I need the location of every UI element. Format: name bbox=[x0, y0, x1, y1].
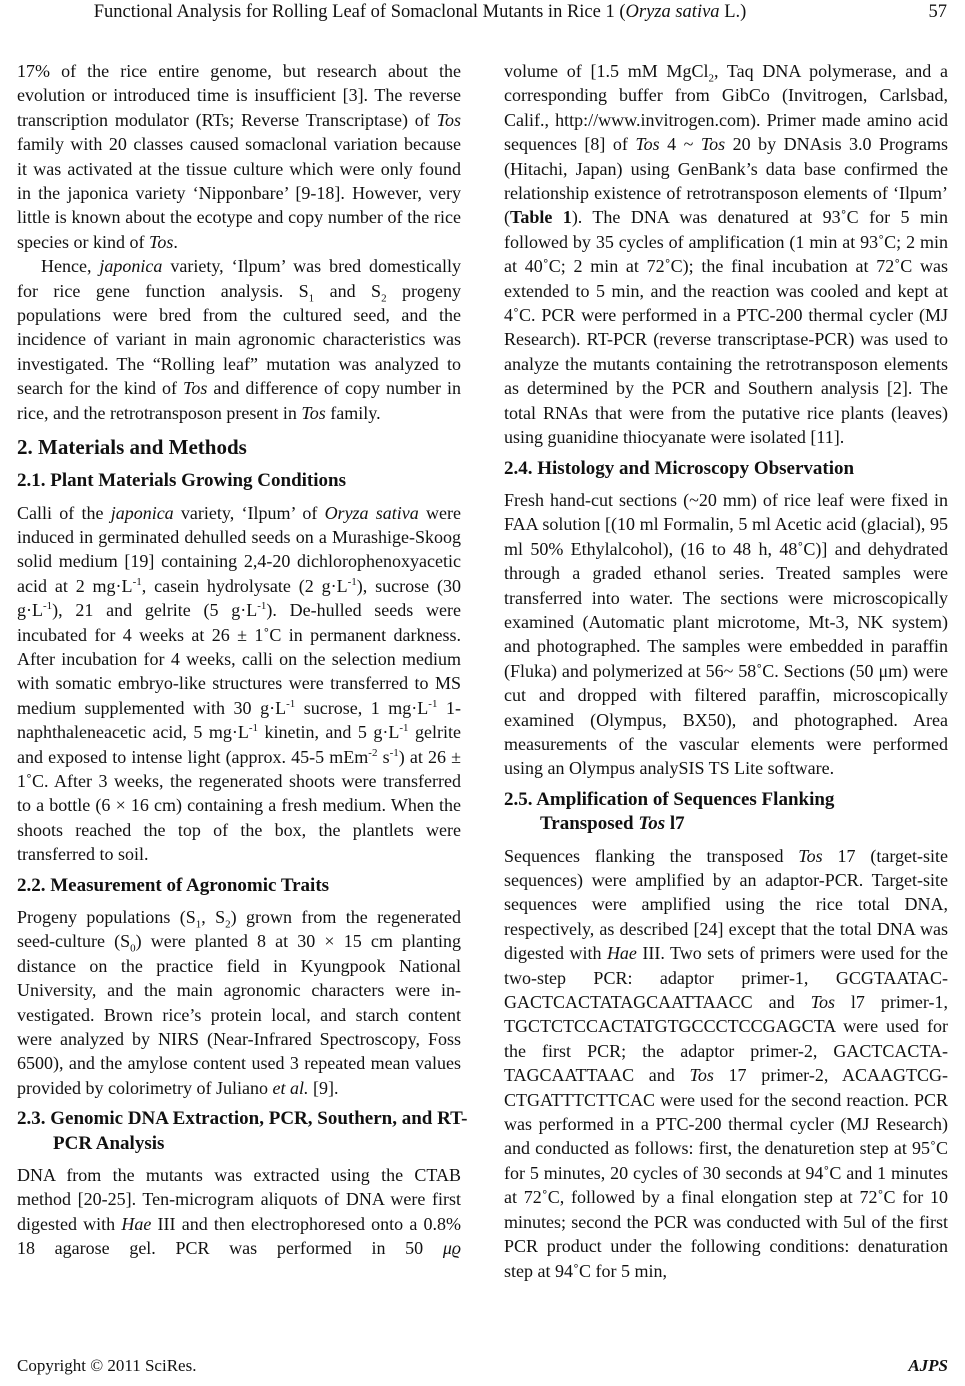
subsection-heading-2-2: 2.2. Measurement of Agronomic Traits bbox=[17, 874, 330, 896]
italic-text: Tos bbox=[689, 1065, 714, 1086]
italic-text: Tos bbox=[700, 134, 726, 155]
paragraph-2-1 bbox=[17, 501, 461, 867]
subsection-heading-2-4: 2.4. Histology and Microscopy Observation bbox=[504, 457, 855, 479]
running-header bbox=[0, 2, 965, 26]
text-run: sucrose, 1 mg·L bbox=[295, 697, 429, 718]
page-number: 57 bbox=[928, 2, 947, 22]
paragraph-2-2 bbox=[17, 905, 461, 1100]
paragraph-intro-continued bbox=[17, 59, 461, 254]
superscript: -1 bbox=[43, 600, 53, 613]
subsection-heading-2-3: 2.3. Genomic DNA Extraction, PCR, Southern, and RT-PCR Analysis bbox=[17, 1108, 468, 1154]
text-run: . bbox=[173, 231, 178, 252]
subscript: 2 bbox=[225, 918, 231, 931]
bold-text: Table 1 bbox=[510, 207, 572, 228]
superscript: -1 bbox=[347, 575, 357, 588]
text-run: 17 primer-2, ACAAGTCG-CTGATTTCTTCAC were used for the second reaction. PCR was performed in a PTC-200 thermal cycler (MJ Research) and conducted as follows: first, the denaturetion step at 95˚C for 5 minutes, 20 cycles of 30 seconds at 94˚C and 1 minutes at 72˚C, followed by a final elongation step at 72˚C for 10 minutes; second the PCR was conducted with 5ul of the first PCR product under the following conditions: denaturation step at 94˚C for 5 min, bbox=[504, 1065, 948, 1281]
superscript: -1 bbox=[257, 600, 267, 613]
text-run: L.) bbox=[719, 2, 747, 22]
text-run: Functional Analysis for Rolling Leaf of Somaclonal Mutants in Rice 1 ( bbox=[93, 2, 626, 22]
paragraph-intro-hence bbox=[17, 254, 461, 425]
superscript: -1 bbox=[399, 722, 409, 735]
text-run: l7 primer-1, TGCTCTCCACTATGTGCCCTCCGAGCTA were used for the first PCR; the adaptor primer-2, GACTCACTA-TAGCAATTAAC and bbox=[504, 992, 948, 1086]
text-run: family with 20 classes caused somaclonal variation because it was activated at the tissue culture which were only found in the japonica variety ‘Nipponbare’ [9-18]. However, very little is known about the ecotype and copy number of the rice species or kind of bbox=[17, 134, 461, 252]
superscript: -1 bbox=[389, 746, 399, 759]
text-run: ), sucrose (30 g·L bbox=[17, 575, 461, 621]
superscript: -1 bbox=[286, 697, 296, 710]
italic-text: Tos bbox=[148, 231, 174, 252]
italic-text: japonica bbox=[99, 256, 163, 277]
text-run: , S bbox=[201, 907, 226, 927]
text-run: Fresh hand-cut sections (~20 mm) of rice leaf were fixed in FAA solution [(10 ml Formalin, 5 ml Acetic acid (glacial), 95 ml 50% Ethylalcohol), (16 to 48 h, 48˚C)] and dehydrated through a graded ethanol series. Treated samples were transferred into water. The sections were microscopically examined (Automatic plant microtome, Mt-3, NK system) and photographed. The samples were embedded in paraffin (Fluka) and polymerized at 56~ 58˚C. Sections (50 μm) were cut and dropped with filtered paraffin, microscopically examined (Olympus, BX50), and photographed. Area measurements of the vascular elements were performed using an Olympus analySIS TS Lite software. bbox=[504, 489, 948, 779]
paragraph-2-5 bbox=[504, 844, 948, 1283]
text-run: variety, ‘Ilpum’ was bred domestically for rice gene function analysis. S bbox=[17, 256, 461, 301]
subscript: 1 bbox=[308, 292, 315, 305]
paragraph-2-3 bbox=[17, 1163, 461, 1261]
text-run: kinetin, and 5 g·L bbox=[257, 722, 400, 743]
paragraph-2-3-continued bbox=[504, 59, 948, 450]
superscript: -1 bbox=[248, 722, 258, 735]
text-run: were induced in germinated dehulled seeds on a Murashige-Skoog solid medium [19] containing 2,4-20 dichlorophenoxyacetic acid at 2 mg·L bbox=[17, 502, 461, 596]
text-run: 20 by DNAsis 3.0 Programs (Hitachi, Japan) using GenBank’s data base confirmed the relationship existence of retrotransposon elements of ‘Ilpum’ ( bbox=[504, 134, 948, 228]
text-run: , casein hydrolysate (2 g·L bbox=[141, 575, 348, 596]
text-run: III. Two sets of primers were used for the two-step PCR: adaptor primer-1, GCGTAATAC-GACTCACTATAGCAATTAACC and bbox=[504, 943, 948, 1013]
text-run: Progeny populations (S bbox=[17, 907, 196, 927]
subscript: 2 bbox=[381, 292, 387, 305]
text-run: 2.5. Amplification of Sequences Flanking Transposed bbox=[504, 788, 835, 835]
italic-text: Tos bbox=[436, 109, 461, 130]
italic-text: Hae bbox=[606, 943, 637, 964]
text-run: 17% of the rice entire genome, but research about the evolution or introduced time is insufficient [3]. The reverse transcription modulator (RTs; Reverse Transcriptase) of bbox=[17, 61, 461, 130]
text-run: and S bbox=[314, 280, 382, 301]
text-run: s bbox=[377, 746, 390, 767]
italic-text: Tos bbox=[301, 402, 326, 423]
text-run: Calli of the bbox=[17, 502, 111, 523]
text-run: ). The DNA was denatured at 93˚C for 5 min followed by 35 cycles of amplification (1 min at 93˚C; 2 min at 40˚C; 2 min at 72˚C); the final incubation at 72˚C was extended to 5 min, and the reaction was cooled and kept at 4˚C. PCR were performed in a PTC-200 thermal cycler (MJ Research). RT-PCR (reverse transcriptase-PCR) was used to analyze the mutants containing the retrotransposon elements as determined by the PCR and Southern analysis [2]. The total RNAs that were from the putative rice plants (leaves) using guanidine thiocyanate were isolated [11]. bbox=[504, 207, 948, 448]
italic-text: et al. bbox=[272, 1077, 309, 1098]
italic-text: Oryza sativa bbox=[625, 2, 720, 22]
text-run: , Taq DNA polymerase, and a corresponding buffer from GibCo (Invitrogen, Carlsbad, Calif., http://www.invitrogen.com). Primer made amino acid sequences [8] of bbox=[504, 61, 948, 155]
italic-text: μϱ bbox=[442, 1238, 461, 1259]
superscript: -1 bbox=[428, 697, 438, 710]
text-run: ) were planted 8 at 30 × 15 cm planting distance on the practice field in Kyungpook National University, and the main agronomic characters were investigated. Brown rice’s protein local, and starch content were analyzed by NIRS (Near-Infrared Spectroscopy, Foss 6500), and the amylose content used 3 repeated mean values provided by colorimetry of Juliano bbox=[17, 931, 461, 1098]
text-run: variety, ‘Ilpum’ of bbox=[173, 502, 325, 523]
right-column bbox=[504, 59, 948, 1283]
superscript: -1 bbox=[132, 575, 142, 588]
text-run: ), 21 and gelrite (5 g·L bbox=[52, 600, 258, 621]
text-run: 4 ~ bbox=[659, 134, 701, 155]
italic-text: Tos bbox=[635, 134, 660, 155]
italic-text: Tos bbox=[798, 845, 823, 866]
journal-abbreviation: AJPS bbox=[908, 1356, 948, 1375]
text-run: III and then electrophoresed onto a 0.8% 18 agarose gel. PCR was performed in 50 bbox=[17, 1213, 461, 1259]
subscript: 1 bbox=[195, 918, 202, 931]
section-heading-materials-methods: 2. Materials and Methods bbox=[17, 435, 247, 460]
text-run: l7 bbox=[665, 813, 685, 835]
italic-text: Tos bbox=[638, 813, 666, 835]
subsection-heading-2-1: 2.1. Plant Materials Growing Conditions bbox=[17, 470, 346, 492]
superscript: -2 bbox=[368, 746, 378, 759]
text-run: gelrite and exposed to intense light (approx. 45-5 mEm bbox=[17, 722, 461, 767]
italic-text: Tos bbox=[810, 992, 835, 1013]
paragraph-2-4 bbox=[504, 488, 948, 781]
subsection-heading-2-5 bbox=[504, 788, 948, 837]
subscript: 2 bbox=[708, 72, 714, 85]
text-run: volume of [1.5 mM MgCl bbox=[504, 61, 709, 81]
running-title bbox=[0, 2, 840, 23]
subscript: 0 bbox=[130, 943, 136, 955]
text-run: ). De-hulled seeds were incubated for 4 weeks at 26 ± 1˚C in permanent darkness. After incubation for 4 weeks, calli on the selection medium with somatic embryo-like structures were transferred to MS medium supplemented with 30 g·L bbox=[17, 600, 461, 718]
text-run: ) grown from the regenerated seed-culture (S bbox=[17, 907, 462, 952]
text-run: and difference of copy number in rice, and the retrotransposon present in bbox=[17, 378, 461, 423]
left-column bbox=[17, 59, 468, 1261]
text-run: progeny populations were bred from the cultured seed, and the incidence of variant in main agronomic characteristics was investigated. The “Rolling leaf” mutation was analyzed to search for the kind of bbox=[17, 280, 462, 399]
italic-text: japonica bbox=[110, 502, 174, 523]
italic-text: Tos bbox=[182, 378, 208, 399]
text-run: Sequences flanking the transposed bbox=[504, 845, 799, 866]
copyright-notice: Copyright © 2011 SciRes. bbox=[17, 1356, 197, 1375]
text-run: [9]. bbox=[308, 1077, 339, 1098]
text-run: ) at 26 ± 1˚C. After 3 weeks, the regenerated shoots were transferred to a bottle (6 × 16 cm) containing a fresh medium. When the shoots reached the top of the box, the plantlets were transferred to soil. bbox=[17, 746, 461, 865]
text-run: family. bbox=[325, 402, 381, 423]
text-run: 1-naphthaleneacetic acid, 5 mg·L bbox=[17, 697, 461, 743]
text-run: Hence, bbox=[41, 256, 100, 277]
text-run: 17 (target-site sequences) were amplified by an adaptor-PCR. Target-site sequences were amplified using the rice total DNA, respectively, as described [24] except that the total DNA was digested with bbox=[504, 845, 948, 964]
italic-text: Oryza sativa bbox=[324, 502, 419, 523]
italic-text: Hae bbox=[121, 1213, 152, 1234]
text-run: DNA from the mutants was extracted using the CTAB method [20-25]. Ten-microgram aliquots of DNA were first digested with bbox=[17, 1165, 461, 1234]
